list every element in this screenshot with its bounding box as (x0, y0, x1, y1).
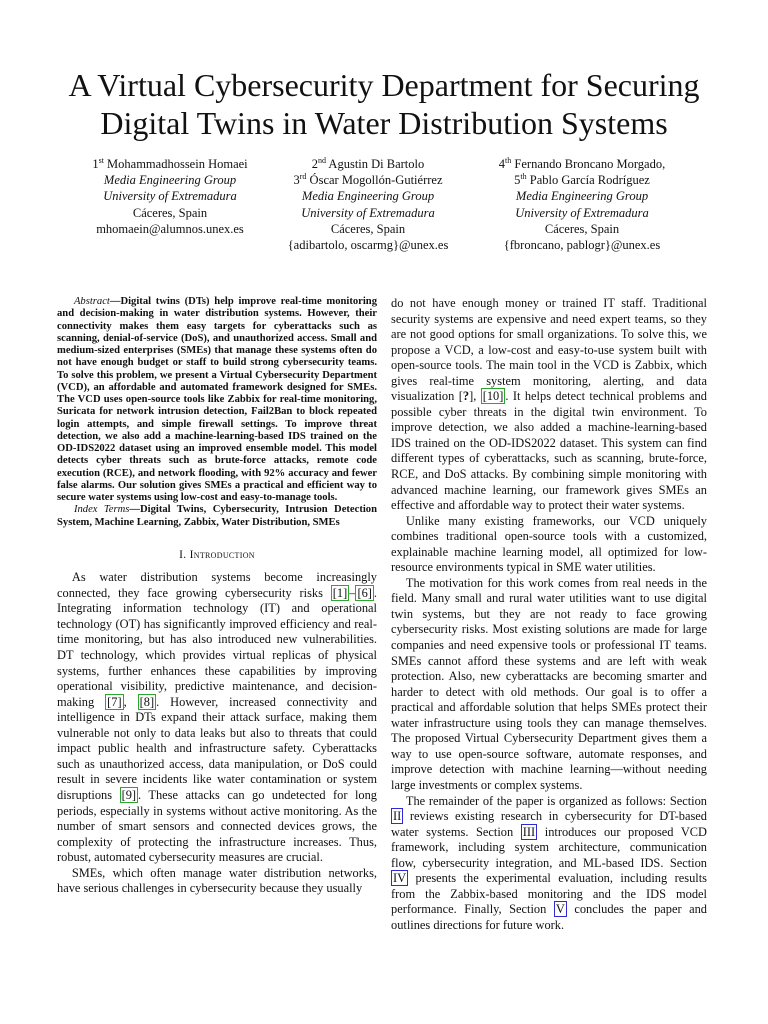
abstract-label: Abstract (73, 296, 110, 307)
author-ordinal: 1 (92, 157, 99, 171)
author-ordinal-suffix: nd (317, 155, 326, 165)
author-name: Agustin Di Bartolo (328, 157, 425, 171)
section-number: I. (179, 548, 187, 561)
missing-citation-mark: ? (462, 389, 470, 404)
author-name-line (70, 156, 270, 172)
author-group: Media Engineering Group (301, 189, 435, 204)
author-name: Pablo García Rodríguez (529, 173, 650, 188)
intro-paragraph-2-cont (391, 296, 707, 514)
section-title: Introduction (189, 548, 255, 561)
author-name: Fernando Broncano Morgado, (514, 157, 666, 171)
section-heading (57, 548, 377, 564)
intro-paragraph-4: The motivation for this work comes from real needs in the field. Many small and rural water utilities want to use digital twin systems, but they are not ready to face growing cybersecurity risks. Most existing solutions are made for large companies and need expensive tools or professional IT teams. SMEs cannot afford these systems and are left with weak protection. Also, new cyberattacks are becoming smarter and harder to detect with old methods. Our goal is to offer a practical and affordable solution that helps SMEs protect their water infrastructure using tools they can manage themselves. The proposed Virtual Cybersecurity Department gives them a way to use open-source software, automate responses, and improve detection with machine learning—without needing large investments or complex systems. (391, 575, 707, 792)
author-1 (70, 156, 270, 237)
citation-link[interactable]: [6] (357, 585, 372, 600)
section-ref-link[interactable]: III (522, 824, 536, 839)
section-ref-link[interactable]: IV (393, 871, 407, 886)
author-name: Mohammadhossein Homaei (107, 157, 248, 171)
text-run: concludes the paper and outlines directions for future work. (391, 902, 708, 932)
author-group: Media Engineering Group (515, 189, 649, 204)
text-run: As water distribution systems become increasingly connected, they face growing cybersecurity risks (57, 570, 377, 600)
author-ordinal-suffix: th (520, 172, 527, 182)
paper-title: A Virtual Cybersecurity Department for Securing Digital Twins in Water Distribution Systems (68, 67, 700, 141)
author-email: {adibartolo, oscarmg}@unex.es (287, 238, 449, 253)
abstract (57, 296, 377, 504)
author-name-line (268, 172, 468, 188)
text-run: introduces our proposed VCD framework, including system architecture, communication flow, cybersecurity integration, and ML-based IDS. Section (391, 824, 707, 870)
citation-link[interactable]: [1] (332, 585, 348, 600)
author-location: Cáceres, Spain (330, 221, 406, 236)
author-name: Óscar Mogollón-Gutiérrez (309, 173, 443, 188)
right-column (391, 296, 707, 933)
author-location: Cáceres, Spain (544, 221, 620, 236)
text-run: . However, increased connectivity and intelligence in DTs expand their attack surface, making them vulnerable not only to data leaks but also to threats that could impact public health and infrastructure safety. Cyberattacks such as unauthorized access, data manipulation, or DoS could result in severe incidents like water contamination or system disruptions (57, 694, 377, 802)
text-run: reviews existing research in cybersecurity for DT-based water systems. Section (391, 809, 707, 839)
left-column (57, 296, 377, 897)
author-name-line (268, 156, 468, 172)
text-run: The remainder of the paper is organized as follows: Section (405, 793, 707, 808)
author-university: University of Extremadura (103, 189, 237, 204)
text-run: . Integrating information technology (IT) and operational technology (OT) has significantly improved efficiency and real-time monitoring, but has also introduced new vulnerabilities. DT technology, which provides virtual replicas of physical systems, further enhances these capabilities by improving operational visibility, predictive maintenance, and decision-making (57, 585, 377, 709)
text-run: ], (469, 389, 481, 404)
index-terms-text: Digital Twins, Cybersecurity, Intrusion Detection System, Machine Learning, Zabbix, Water Distribution, SMEs (57, 504, 377, 528)
author-ordinal: 3 (293, 173, 300, 188)
abstract-text: Digital twins (DTs) help improve real-time monitoring and decision-making in water distribution systems. However, their connectivity makes them easy targets for cyberattacks such as scanning, denial-of-service (DoS), and unauthorized access. Small and medium-sized enterprises (SMEs) that manage these systems often do not have enough budget or staff to build strong cybersecurity teams. To solve this problem, we present a Virtual Cybersecurity Department (VCD), an affordable and automated framework designed for SMEs. The VCD uses open-source tools like Zabbix for real-time monitoring, Suricata for network intrusion detection, Fail2Ban to block repeated login attempts, and simple firewall settings. To improve threat detection, we also add a machine-learning-based IDS trained on the OD-IDS2022 dataset using an improved ensemble model. This model detects cyber threats such as brute-force attacks, remote code execution (RCE), and network flooding, with 92% accuracy and fewer false alarms. Our solution gives SMEs a practical and efficient way to secure water systems using low-cost and easy-to-manage tools. (57, 296, 377, 503)
text-run: – (349, 585, 356, 600)
author-block (0, 156, 768, 256)
author-2 (268, 156, 468, 253)
author-name-line (477, 156, 687, 172)
intro-paragraph-3: Unlike many existing frameworks, our VCD uniquely combines traditional open-source tools with a customized, explainable machine learning model, all optimized for low-resource environments typical in SME water utilities. (391, 513, 707, 575)
intro-paragraph-5 (391, 794, 707, 934)
author-email: mhomaein@alumnos.unex.es (96, 221, 244, 236)
intro-paragraph-2: SMEs, which often manage water distribution networks, have serious challenges in cybersecurity because they usually (57, 865, 377, 896)
author-ordinal-suffix: rd (299, 172, 307, 182)
author-ordinal: 2 (311, 157, 318, 171)
citation-link[interactable]: [8] (139, 694, 155, 709)
index-terms-dash: — (129, 504, 140, 516)
abstract-dash: — (109, 296, 121, 307)
author-3 (477, 156, 687, 253)
citation-link[interactable]: [10] (482, 389, 504, 404)
text-run: presents the experimental evaluation, including results from the Zabbix-based monitoring and the IDS model performance. Finally, Section (391, 871, 707, 917)
author-ordinal-suffix: st (98, 155, 104, 165)
text-run: , (123, 694, 138, 709)
author-name-line (477, 172, 687, 188)
author-university: University of Extremadura (515, 205, 649, 220)
index-terms-label: Index Terms (73, 504, 130, 516)
citation-link[interactable]: [9] (121, 787, 137, 802)
text-run: . It helps detect technical problems and possible cyber threats in the digital twin environment. To improve detection, we also added a machine-learning-based IDS trained on the OD-IDS2022 dataset. This system can find different types of cyberattacks, such as scanning, brute-force, RCE, and DoS attacks. By combining simple monitoring with advanced machine learning, our framework gives SMEs an effective and affordable way to protect their water systems. (391, 389, 707, 513)
text-run: do not have enough money or trained IT staff. Traditional security systems are expensive and need expert teams, so they are not good options for small organizations. To solve this, we propose a VCD, a low-cost and easy-to-use system built with open-source tools. The main tool in the VCD is Zabbix, which gives real-time system monitoring, alerting, and data visualization [ (391, 296, 707, 404)
author-location: Cáceres, Spain (132, 205, 208, 220)
section-ref-link[interactable]: V (555, 902, 565, 917)
section-ref-link[interactable]: II (393, 809, 402, 824)
author-university: University of Extremadura (301, 205, 435, 220)
author-email: {fbroncano, pablogr}@unex.es (503, 238, 661, 253)
author-group: Media Engineering Group (103, 173, 237, 188)
intro-paragraph-1 (57, 570, 377, 865)
author-ordinal-suffix: th (505, 155, 512, 165)
index-terms (57, 504, 377, 529)
citation-link[interactable]: [7] (107, 694, 122, 709)
author-ordinal: 5 (514, 173, 521, 188)
text-run: . These attacks can go undetected for long periods, especially in systems without active monitoring. As the number of smart sensors and connected devices grows, the complexity of protecting the infrastructure increases. Thus, robust, automated cybersecurity measures are crucial. (57, 787, 377, 865)
author-ordinal: 4 (498, 157, 506, 171)
